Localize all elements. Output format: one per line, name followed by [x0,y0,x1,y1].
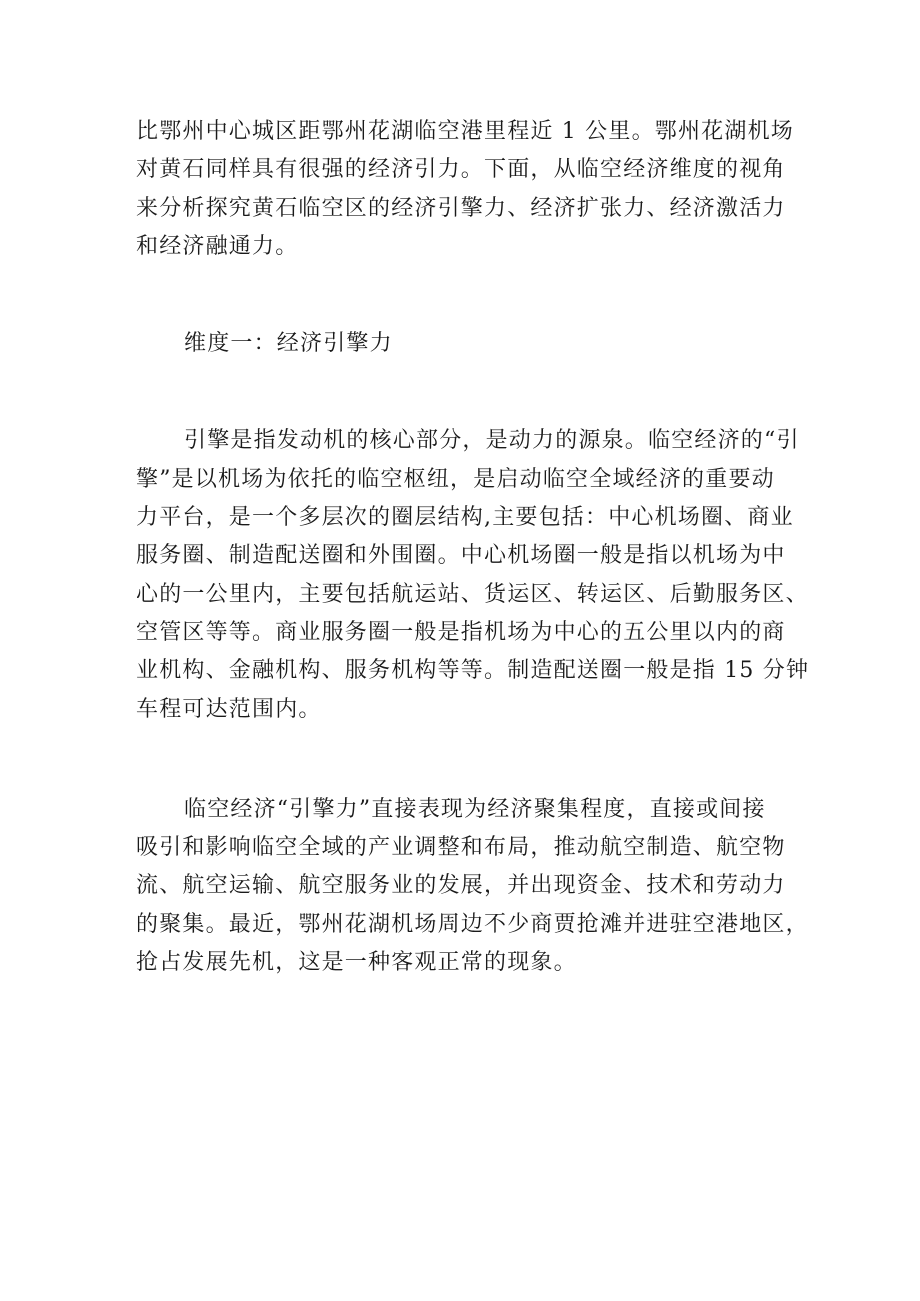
paragraph-2-line: 心的一公里内，主要包括航运站、货运区、转运区、后勤服务区、 [136,581,809,607]
paragraph-1 [136,113,796,266]
paragraph-2 [136,422,810,728]
paragraph-1-line: 和经济融通力。 [136,233,299,259]
paragraph-spacer [136,729,796,791]
paragraph-spacer [136,363,796,422]
paragraph-2-line: 车程可达范围内。 [136,696,322,722]
paragraph-1-line: 来分析探究黄石临空区的经济引擎力、经济扩张力、经济激活力 [136,195,786,221]
paragraph-3-line: 临空经济“引擎力”直接表现为经济聚集程度，直接或间接 [184,796,766,822]
section-heading [136,325,796,363]
heading-dimension-one: 维度一：经济引擎力 [184,331,393,357]
paragraph-3-line: 的聚集。最近，鄂州花湖机场周边不少商贾抢滩并进驻空港地区， [136,911,809,937]
paragraph-2-line: 服务圈、制造配送圈和外围圈。中心机场圈一般是指以机场为中 [136,543,786,569]
paragraph-2-line: 擎”是以机场为依托的临空枢纽，是启动临空全域经济的重要动 [136,466,775,492]
paragraph-2-line: 引擎是指发动机的核心部分，是动力的源泉。临空经济的“引 [184,428,800,454]
paragraph-2-line: 业机构、金融机构、服务机构等等。制造配送圈一般是指 15 分钟 [136,658,810,684]
paragraph-3-line: 抢占发展先机，这是一种客观正常的现象。 [136,950,577,976]
paragraph-1-line: 对黄石同样具有很强的经济引力。下面，从临空经济维度的视角 [136,157,786,183]
paragraph-2-line: 力平台，是一个多层次的圈层结构,主要包括：中心机场圈、商业 [136,505,794,531]
paragraph-3-line: 吸引和影响临空全域的产业调整和布局，推动航空制造、航空物 [136,835,786,861]
paragraph-1-line: 比鄂州中心城区距鄂州花湖临空港里程近 1 公里。鄂州花湖机场 [136,119,794,144]
paragraph-3-line: 流、航空运输、航空服务业的发展，并出现资金、技术和劳动力 [136,873,786,899]
paragraph-spacer [136,266,796,325]
paragraph-2-line: 空管区等等。商业服务圈一般是指机场为中心的五公里以内的商 [136,619,786,645]
paragraph-3 [136,791,809,982]
document-body [136,113,810,982]
